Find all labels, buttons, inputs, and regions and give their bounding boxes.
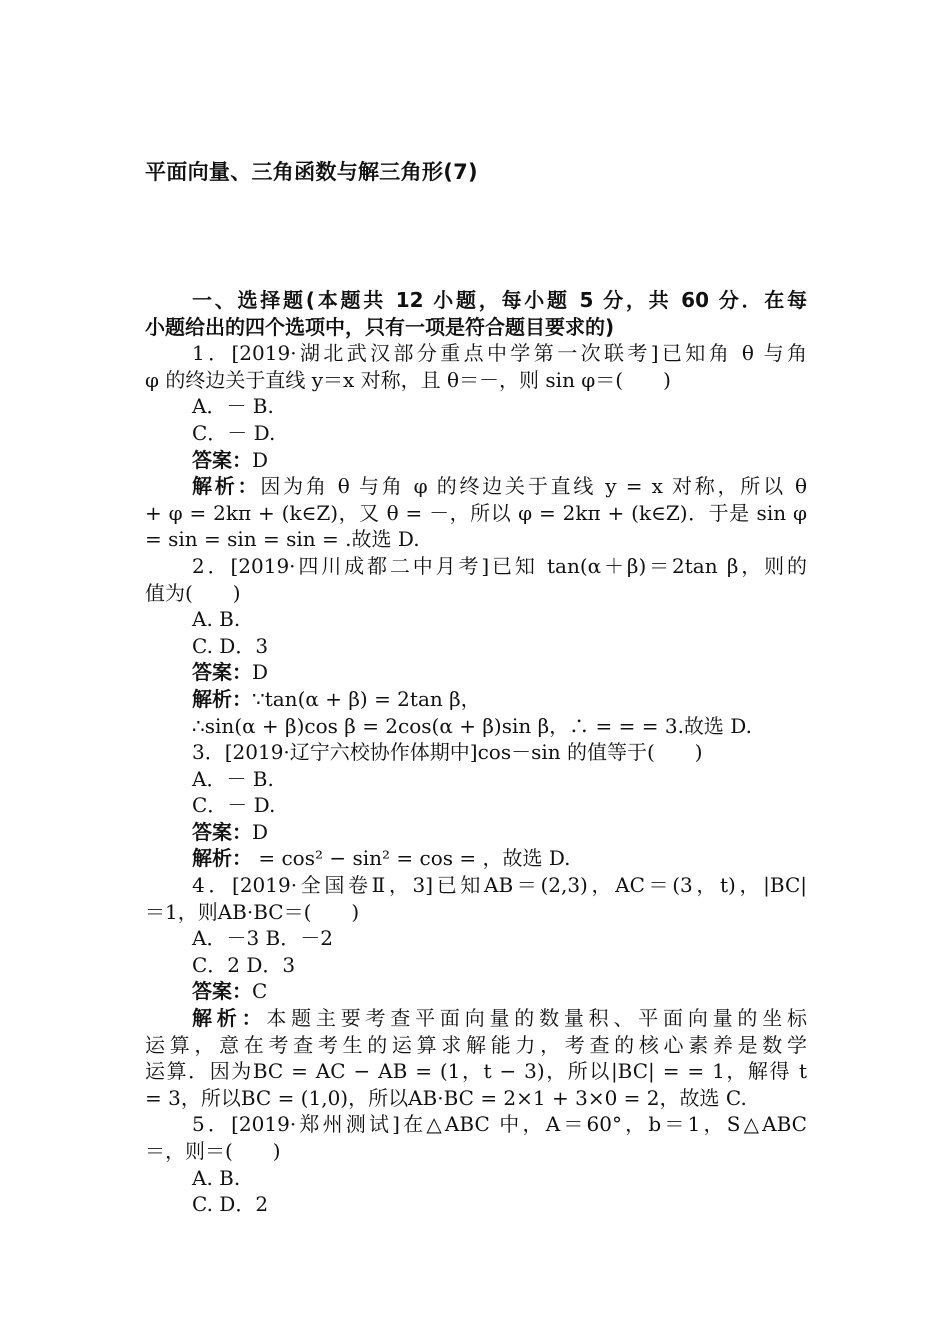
text-line-q5-cd — [145, 1191, 807, 1218]
text-q3-ans: D — [252, 819, 269, 844]
text-line-q4-l2 — [145, 899, 807, 926]
text-q5-l1: 5．[2019·郑州测试]在△ABC 中，A＝60°，b＝1，S△ABC — [192, 1112, 807, 1137]
text-line-q1-l1 — [145, 340, 807, 367]
text-line-q3-ans — [145, 819, 807, 846]
text-line-q4-ans — [145, 978, 807, 1005]
text-line-q3-ex1 — [145, 845, 807, 872]
text-q4-ex4: = 3，所以BC = (1,0)，所以AB·BC = 2×1 + 3×0 = 2，故选 C. — [145, 1085, 747, 1110]
text-q5-ab: A. B. — [192, 1165, 241, 1190]
label-q2-ans: 答案： — [192, 660, 252, 685]
text-line-q4-ex3 — [145, 1058, 807, 1085]
text-line-q1-ex3 — [145, 526, 807, 553]
text-line-q2-ex2 — [145, 713, 807, 740]
text-q5-cd: C. D．2 — [192, 1192, 269, 1217]
text-q4-l2: ＝1，则AB·BC＝( ) — [145, 899, 360, 924]
text-q3-cd: C．－ D. — [192, 793, 276, 818]
text-q1-ex1: 因为角 θ 与角 φ 的终边关于直线 y = x 对称，所以 θ — [260, 474, 808, 499]
text-line-q2-ex1 — [145, 686, 807, 713]
text-line-q5-l1 — [145, 1111, 807, 1138]
label-q1-ex1: 解析： — [192, 474, 261, 499]
text-line-q2-l2 — [145, 580, 807, 607]
text-q1-cd: C．－ D. — [192, 420, 276, 445]
text-q3-ab: A．－ B. — [192, 766, 274, 791]
text-q3-ex1: = cos² − sin² = cos = ，故选 D. — [252, 846, 571, 871]
text-line-q4-ab — [145, 925, 807, 952]
text-q2-l2: 值为( ) — [145, 580, 241, 605]
text-q4-l1: 4．[2019·全国卷Ⅱ，3]已知AB＝(2,3)，AC＝(3，t)，|BC| — [192, 873, 807, 898]
text-q4-ex3: 运算．因为BC = AC − AB = (1，t − 3)，所以|BC| = = 1，解得 t — [145, 1059, 807, 1084]
text-line-q3-cd — [145, 792, 807, 819]
label-q1-ans: 答案： — [192, 447, 252, 472]
label-q4-ans: 答案： — [192, 979, 252, 1004]
text-line-q4-cd — [145, 952, 807, 979]
document-body — [145, 287, 807, 1218]
text-line-q2-l1 — [145, 553, 807, 580]
text-line-q1-ans — [145, 447, 807, 474]
text-q1-l1: 1．[2019·湖北武汉部分重点中学第一次联考]已知角 θ 与角 — [192, 341, 807, 366]
text-line-q5-ab — [145, 1165, 807, 1192]
text-q2-ab: A. B. — [192, 607, 241, 632]
text-line-q2-cd — [145, 633, 807, 660]
text-q2-ans: D — [252, 660, 269, 685]
text-q2-cd: C. D．3 — [192, 633, 269, 658]
text-q4-ab: A．－3 B．－2 — [192, 926, 333, 951]
text-line-q1-ab — [145, 393, 807, 420]
text-line-q1-ex1 — [145, 473, 807, 500]
text-q4-ex1: 本题主要考查平面向量的数量积、平面向量的坐标 — [266, 1006, 807, 1031]
text-q5-l2: ＝，则＝( ) — [145, 1139, 281, 1163]
text-line-q1-l2 — [145, 367, 807, 394]
section-header-line-1: 一、选择题(本题共 12 小题，每小题 5 分，共 60 分．在每 — [192, 288, 807, 312]
page-title: 平面向量、三角函数与解三角形(7) — [145, 160, 478, 184]
label-q4-ex1: 解析： — [192, 1006, 267, 1031]
text-line-q5-l2 — [145, 1138, 807, 1165]
text-q4-ex2: 运算，意在考查考生的运算求解能力，考查的核心素养是数学 — [145, 1032, 807, 1057]
text-line-q4-l1 — [145, 872, 807, 899]
text-line-q1-ex2 — [145, 500, 807, 527]
text-q4-ans: C — [252, 979, 268, 1004]
text-q2-ex2: ∴sin(α + β)cos β = 2cos(α + β)sin β，∴ = = = 3.故选 D. — [192, 713, 752, 738]
text-q4-cd: C．2 D．3 — [192, 952, 296, 977]
text-line-q2-ab — [145, 606, 807, 633]
question-list — [145, 340, 807, 1218]
text-line-q3-ab — [145, 766, 807, 793]
text-q1-ex3: = sin = sin = sin = .故选 D. — [145, 527, 420, 552]
text-q2-ex1: ∵tan(α + β) = 2tan β， — [252, 686, 481, 711]
text-line-q1-cd — [145, 420, 807, 447]
text-line-q4-ex4 — [145, 1085, 807, 1112]
text-q3-l1: 3．[2019·辽宁六校协作体期中]cos－sin 的值等于( ) — [192, 740, 703, 765]
text-q1-ex2: + φ = 2kπ + (k∈Z)，又 θ = －，所以 φ = 2kπ + (k∈Z)．于是 sin φ — [145, 500, 807, 525]
text-q2-l1: 2．[2019·四川成都二中月考]已知 tan(α＋β)＝2tan β，则的 — [192, 553, 807, 578]
text-line-q4-ex1 — [145, 1005, 807, 1032]
text-line-q4-ex2 — [145, 1032, 807, 1059]
text-line-q2-ans — [145, 659, 807, 686]
text-q1-ans: D — [252, 447, 269, 472]
text-q1-ab: A．－ B. — [192, 394, 274, 419]
section-header-line-2: 小题给出的四个选项中，只有一项是符合题目要求的) — [145, 314, 615, 339]
label-q3-ex1: 解析： — [192, 846, 252, 871]
label-q2-ex1: 解析： — [192, 686, 252, 711]
text-q1-l2: φ 的终边关于直线 y＝x 对称，且 θ＝－，则 sin φ＝( ) — [145, 367, 671, 392]
text-line-q3-l1 — [145, 739, 807, 766]
label-q3-ans: 答案： — [192, 819, 252, 844]
